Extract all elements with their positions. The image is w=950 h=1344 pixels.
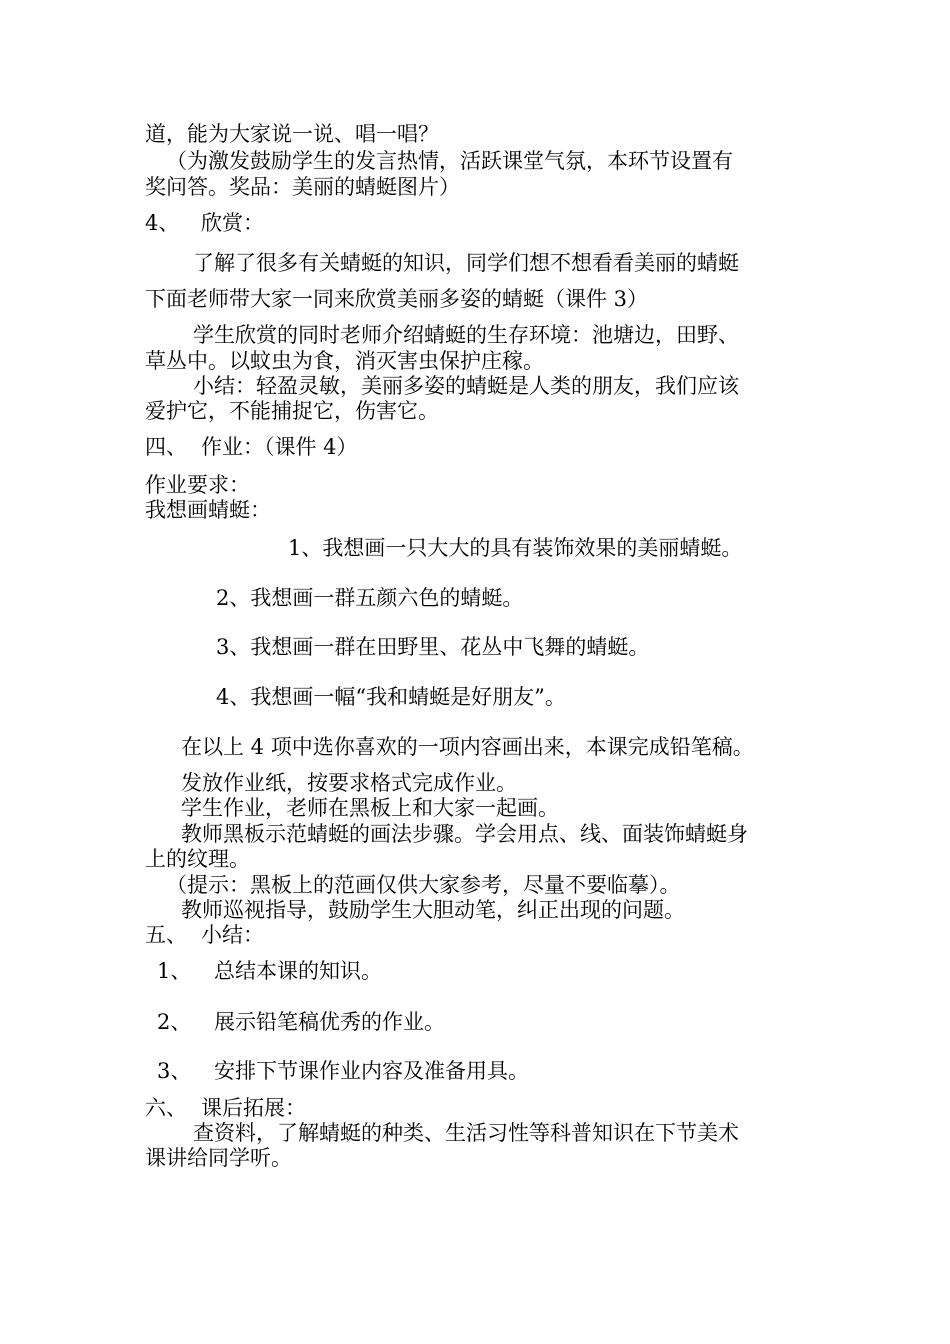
paragraph-line: 课讲给同学听。: [145, 1146, 292, 1170]
section-heading: 作业：（课件 4）: [201, 435, 358, 459]
paragraph-line: （提示：黑板上的范画仅供大家参考，尽量不要临摹）。: [166, 873, 681, 897]
section-number: 四、: [145, 435, 187, 459]
paragraph-line: 奖问答。奖品：美丽的蜻蜓图片）: [145, 175, 460, 199]
list-item: 4、我想画一幅“我和蜻蜓是好朋友”。: [216, 685, 566, 709]
section-heading: 小结：: [201, 923, 264, 947]
list-item: 1、我想画一只大大的具有装饰效果的美丽蜻蜓。: [288, 536, 743, 560]
paragraph-line: 道，能为大家说一说、唱一唱？: [145, 122, 439, 146]
paragraph-line: 作业要求：: [145, 473, 250, 497]
list-item: 3、我想画一群在田野里、花丛中飞舞的蜻蜓。: [216, 635, 650, 659]
list-number: 3、: [157, 1059, 192, 1083]
paragraph-line: 小结：轻盈灵敏，美丽多姿的蜻蜓是人类的朋友，我们应该: [193, 374, 739, 398]
section-heading: 欣赏：: [201, 211, 264, 235]
list-number: 1、: [157, 959, 192, 983]
list-number: 2、: [157, 1010, 192, 1034]
paragraph-line: 教师巡视指导，鼓励学生大胆动笔，纠正出现的问题。: [181, 898, 685, 922]
list-item: 展示铅笔稿优秀的作业。: [214, 1010, 445, 1034]
list-item: 安排下节课作业内容及准备用具。: [214, 1059, 529, 1083]
paragraph-line: 发放作业纸，按要求格式完成作业。: [181, 771, 517, 795]
section-number: 4、: [145, 211, 180, 235]
list-item: 2、我想画一群五颜六色的蜻蜓。: [216, 586, 524, 610]
paragraph-line: 学生作业，老师在黑板上和大家一起画。: [181, 796, 559, 820]
section-number: 五、: [145, 923, 187, 947]
section-number: 六、: [145, 1096, 187, 1120]
paragraph-line: 查资料，了解蜻蜓的种类、生活习性等科普知识在下节美术: [193, 1121, 739, 1145]
paragraph-line: 下面老师带大家一同来欣赏美丽多姿的蜻蜓（课件 3）: [145, 287, 649, 311]
paragraph-line: 上的纹理。: [145, 847, 250, 871]
paragraph-line: 草丛中。以蚊虫为食，消灭害虫保护庄稼。: [145, 349, 544, 373]
section-heading: 课后拓展：: [201, 1096, 306, 1120]
paragraph-line: 学生欣赏的同时老师介绍蜻蜓的生存环境：池塘边，田野、: [193, 323, 739, 347]
paragraph-line: （为激发鼓励学生的发言热情，活跃课堂气氛，本环节设置有: [166, 149, 733, 173]
paragraph-line: 了解了很多有关蜻蜓的知识，同学们想不想看看美丽的蜻蜓: [193, 251, 739, 275]
paragraph-line: 教师黑板示范蜻蜓的画法步骤。学会用点、线、面装饰蜻蜓身: [181, 822, 748, 846]
list-item: 总结本课的知识。: [214, 959, 382, 983]
paragraph-line: 我想画蜻蜓：: [145, 498, 271, 522]
paragraph-line: 爱护它，不能捕捉它，伤害它。: [145, 399, 439, 423]
paragraph-line: 在以上 4 项中选你喜欢的一项内容画出来，本课完成铅笔稿。: [181, 735, 754, 759]
